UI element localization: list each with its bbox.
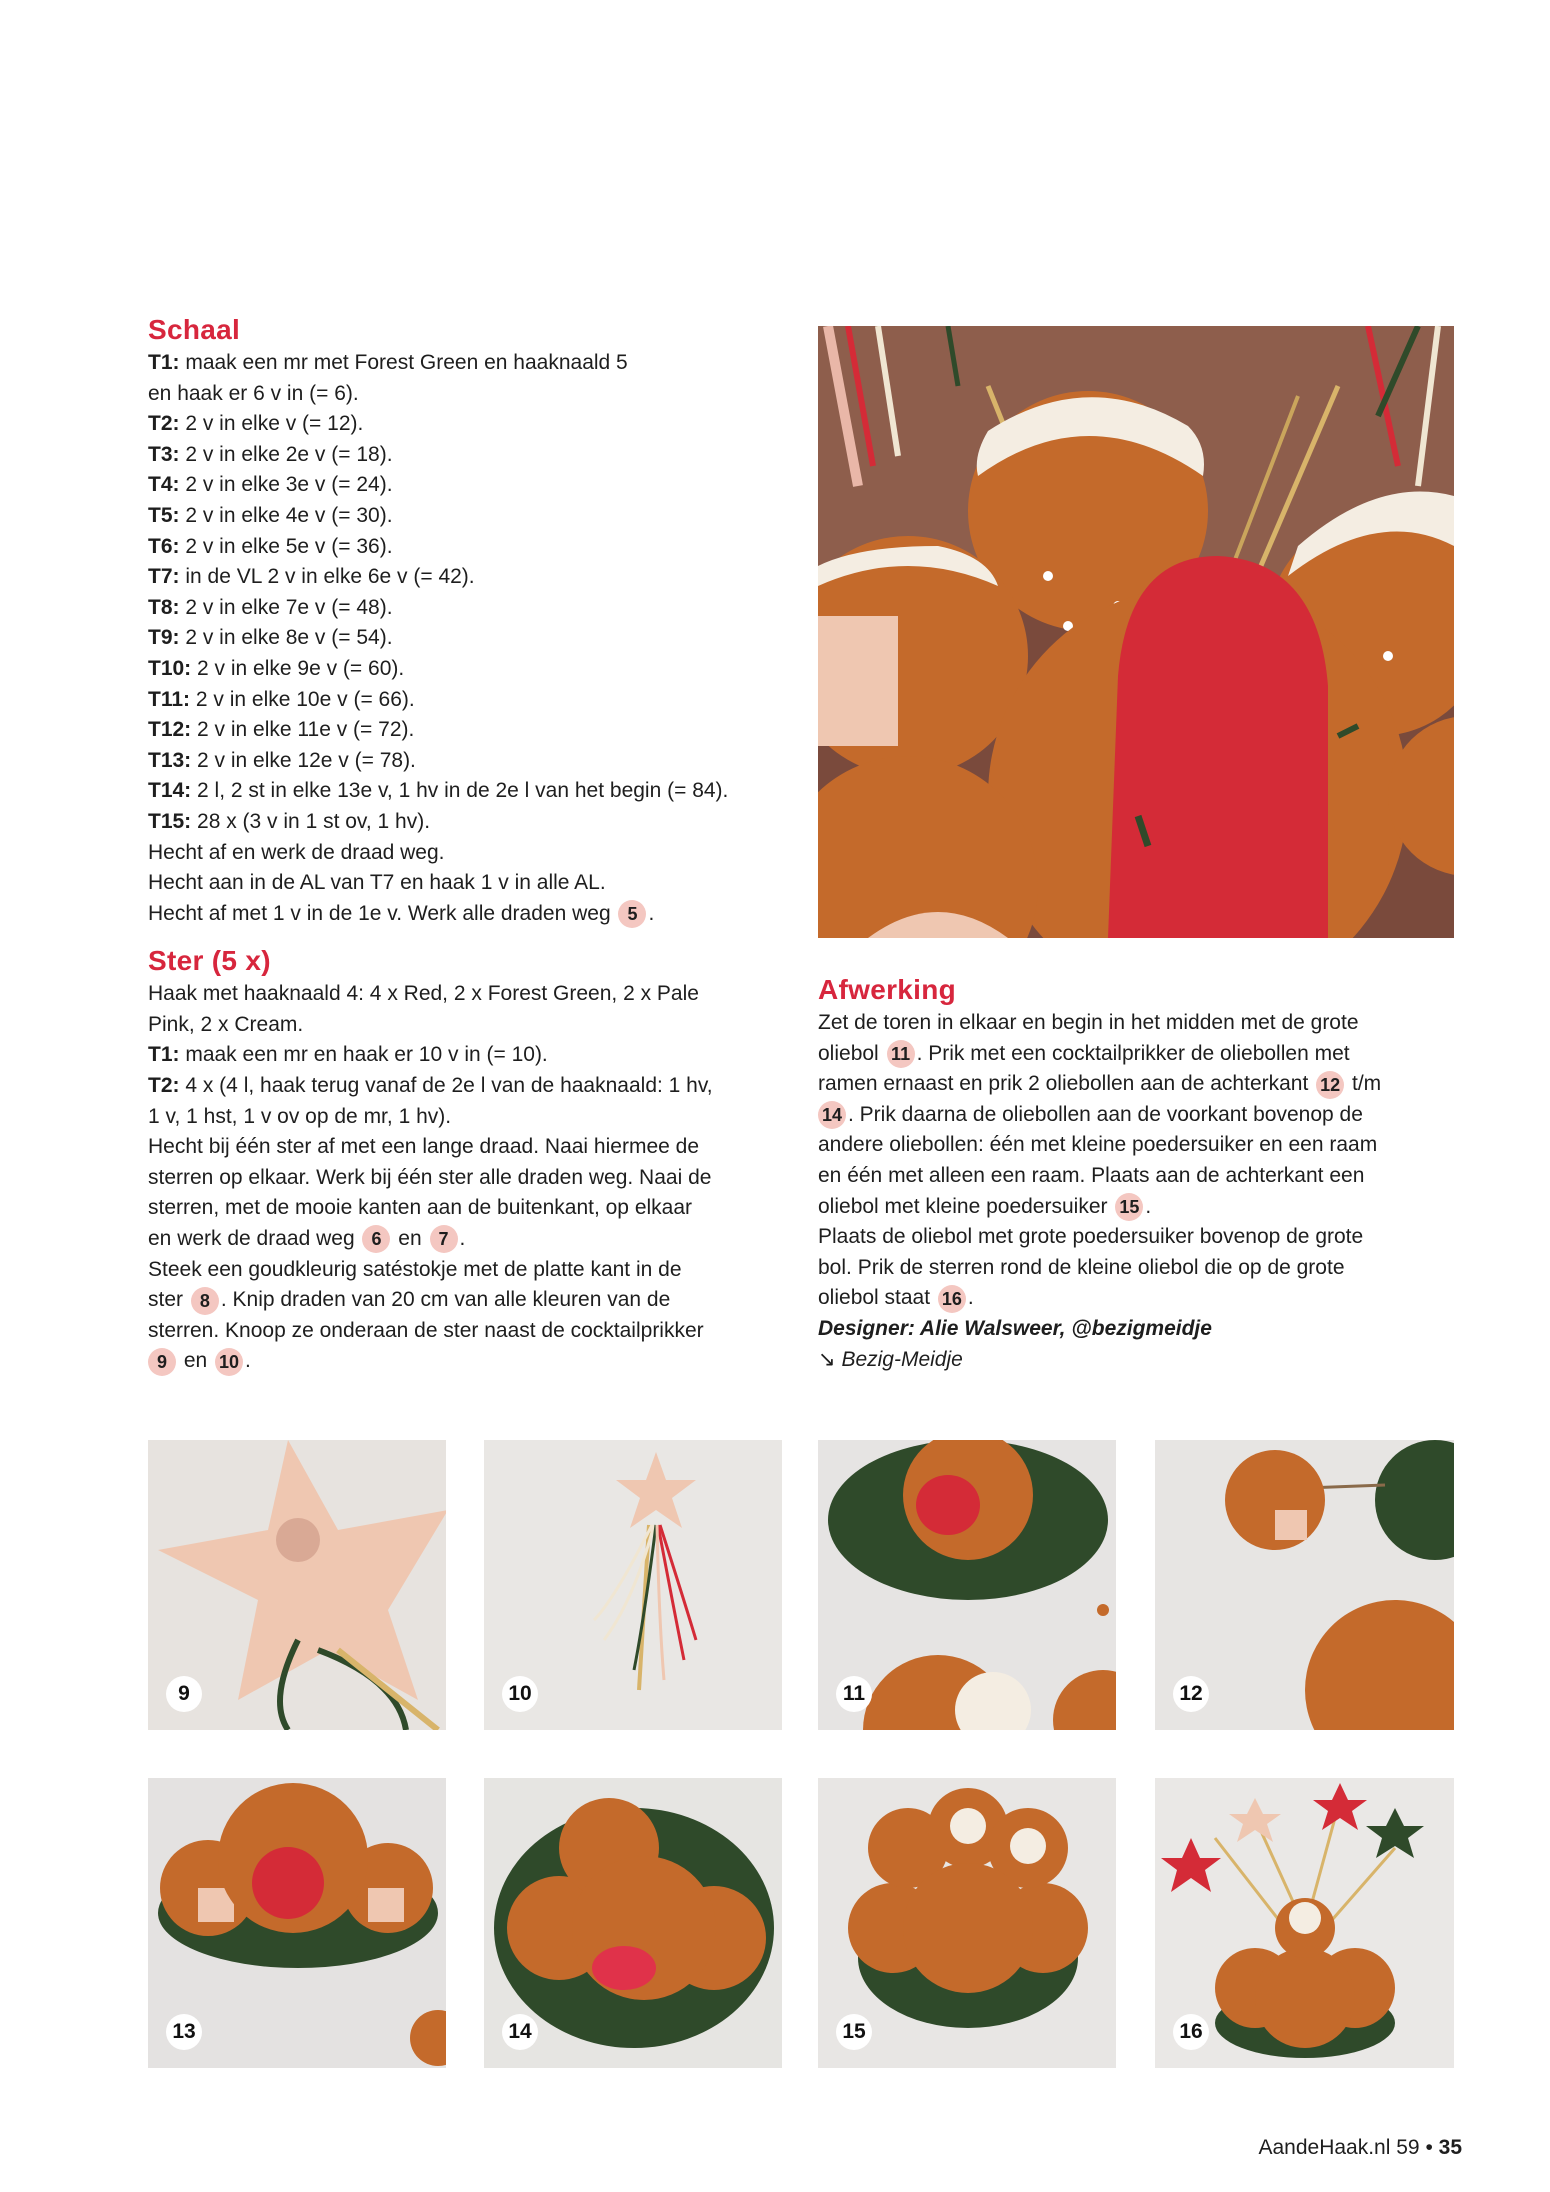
round-text: 2 v in elke 9e v (= 60). [191,656,405,680]
ster-line [148,1285,788,1316]
round-label: T2: [148,412,180,436]
footer-site: AandeHaak.nl 59 [1258,2136,1420,2159]
step-badge-15: 15 [1115,1193,1143,1221]
step-photo-14 [484,1778,782,2068]
round-label: T8: [148,595,180,619]
line-text: . Prik daarna de oliebollen aan de voorkant bovenop de [848,1102,1363,1126]
line-text: . Knip draden van 20 cm van alle kleuren van de [220,1288,671,1312]
schaal-last-line [148,899,788,930]
round-label: T4: [148,473,180,497]
step-photo-13 [148,1778,446,2068]
step-number-label: 10 [502,1676,538,1712]
designer-credit: Designer: Alie Walsweer, @bezigmeidje [818,1316,1212,1340]
ster-heading: Ster (5 x) [148,945,271,977]
round-text: 2 v in elke 10e v (= 66). [190,687,415,711]
step-badge-6: 6 [362,1225,390,1253]
line-text: en [392,1227,428,1251]
schaal-line [148,532,788,563]
line-text: . Prik met een cocktailprikker de oliebollen met [916,1041,1350,1065]
line-text: en [178,1349,214,1373]
afwerking-line [818,1192,1458,1223]
ster-line: Haak met haaknaald 4: 4 x Red, 2 x Forest Green, 2 x Pale [148,982,699,1006]
page-footer [1258,2134,1462,2162]
round-label: T10: [148,656,192,680]
round-label: T9: [148,626,180,650]
schaal-line [148,623,788,654]
ster-line [148,1040,788,1071]
ster-line: sterren op elkaar. Werk bij één ster alle draden weg. Naai de [148,1165,712,1189]
step-badge-14: 14 [818,1101,846,1129]
left-column [148,312,788,1377]
round-label: T1: [148,351,180,374]
ster-line [148,1346,788,1377]
line-text: . [245,1349,251,1373]
round-text: 2 v in elke 8e v (= 54). [179,626,393,650]
ster-line: Steek een goudkleurig satéstokje met de platte kant in de [148,1257,682,1281]
schaal-last-end: . [648,901,655,925]
round-text: 2 l, 2 st in elke 13e v, 1 hv in de 2e l van het begin (= 84). [191,779,729,803]
round-label: T1: [148,1043,180,1067]
schaal-line [148,838,788,869]
step-photo-16 [1155,1778,1454,2068]
round-text: maak een mr met Forest Green en haaknaald 5 [179,351,628,374]
step-photo-10 [484,1440,782,1730]
round-label: T2: [148,1074,180,1098]
round-text: 2 v in elke 4e v (= 30). [179,503,393,527]
ster-line: 1 v, 1 hst, 1 v ov op de mr, 1 hv). [148,1104,452,1128]
step-badge-11: 11 [887,1040,915,1068]
round-text: 2 v in elke 3e v (= 24). [179,473,393,497]
round-text: 2 v in elke 5e v (= 36). [179,534,393,558]
round-label: T7: [148,565,180,589]
line-text: ramen ernaast en prik 2 oliebollen aan de achterkant [818,1072,1315,1096]
page-number: 35 [1438,2136,1462,2159]
schaal-line [148,348,788,379]
round-text: 4 x (4 l, haak terug vanaf de 2e l van de haaknaald: 1 hv, [179,1074,713,1098]
right-column [818,972,1458,1375]
hook-icon: ↘ [818,1347,842,1371]
step-badge-12: 12 [1316,1071,1344,1099]
step-number-label: 16 [1173,2014,1209,2050]
schaal-line [148,868,788,899]
schaal-heading: Schaal [148,314,241,345]
brand-line [818,1345,1458,1376]
step-photo-12 [1155,1440,1454,1730]
step-number-label: 12 [1173,1676,1209,1712]
afwerking-line: andere oliebollen: één met kleine poedersuiker en een raam [818,1133,1378,1157]
step-number-label: 9 [166,1676,202,1712]
afwerking-line: bol. Prik de sterren rond de kleine oliebol die op de grote [818,1255,1345,1279]
schaal-line [148,379,788,410]
step-badge-7: 7 [430,1225,458,1253]
schaal-line [148,501,788,532]
line-text: ster [148,1288,189,1312]
ster-line: sterren. Knoop ze onderaan de ster naast de cocktailprikker [148,1318,704,1342]
line-text: en werk de draad weg [148,1227,361,1251]
line-text: oliebol met kleine poedersuiker [818,1194,1114,1218]
round-label: T3: [148,442,180,466]
step-photo-15 [818,1778,1116,2068]
schaal-line [148,685,788,716]
schaal-line [148,409,788,440]
schaal-instructions [148,348,788,899]
step-number-label: 11 [836,1676,872,1712]
round-text: Hecht af en werk de draad weg. [148,840,445,864]
step-number-label: 13 [166,2014,202,2050]
afwerking-line: Zet de toren in elkaar en begin in het midden met de grote [818,1011,1359,1034]
schaal-line [148,746,788,777]
hero-photo [818,326,1454,938]
ster-line: Pink, 2 x Cream. [148,1012,304,1036]
step-badge-8: 8 [191,1287,219,1315]
step-number-label: 15 [836,2014,872,2050]
step-badge-9: 9 [148,1348,176,1376]
round-label: T6: [148,534,180,558]
line-text: t/m [1346,1072,1382,1096]
round-text: 2 v in elke 11e v (= 72). [191,718,415,742]
round-label: T13: [148,748,192,772]
ster-line [148,1071,788,1102]
step-badge-10: 10 [215,1348,243,1376]
round-label: T15: [148,809,192,833]
line-text: . [459,1227,466,1251]
line-text: oliebol staat [818,1286,936,1310]
round-label: T5: [148,503,180,527]
afwerking-line [818,1069,1458,1100]
round-label: T11: [148,687,191,711]
afwerking-heading: Afwerking [818,974,957,1005]
footer-bullet: • [1425,2136,1433,2159]
afwerking-line [818,1283,1458,1314]
step-number-label: 14 [502,2014,538,2050]
step-badge-5: 5 [618,900,646,928]
round-text: in de VL 2 v in elke 6e v (= 42). [179,565,475,589]
line-text: . [1145,1194,1152,1218]
afwerking-line [818,1100,1458,1131]
ster-line [148,1224,788,1255]
schaal-line [148,440,788,471]
schaal-line [148,562,788,593]
round-text: 2 v in elke 12e v (= 78). [191,748,416,772]
step-badge-16: 16 [938,1285,966,1313]
afwerking-line: en één met alleen een raam. Plaats aan de achterkant een [818,1163,1365,1187]
ster-line: sterren, met de mooie kanten aan de buitenkant, op elkaar [148,1196,693,1220]
afwerking-line [818,1039,1458,1070]
round-text: 2 v in elke v (= 12). [179,412,364,436]
round-text: en haak er 6 v in (= 6). [148,381,359,405]
round-text: 28 x (3 v in 1 st ov, 1 hv). [191,809,431,833]
round-text: Hecht aan in de AL van T7 en haak 1 v in alle AL. [148,871,606,895]
schaal-line [148,715,788,746]
round-text: 2 v in elke 2e v (= 18). [179,442,393,466]
round-label: T12: [148,718,192,742]
schaal-line [148,654,788,685]
step-photo-11 [818,1440,1116,1730]
brand-name: Bezig-Meidje [841,1347,963,1371]
schaal-line [148,593,788,624]
step-photo-9 [148,1440,446,1730]
afwerking-line: Plaats de oliebol met grote poedersuiker bovenop de grote [818,1225,1364,1249]
round-text: 2 v in elke 7e v (= 48). [179,595,393,619]
schaal-line [148,807,788,838]
ster-line: Hecht bij één ster af met een lange draad. Naai hiermee de [148,1135,699,1159]
line-text: . [967,1286,974,1310]
round-text: maak een mr en haak er 10 v in (= 10). [179,1043,548,1067]
schaal-last-text: Hecht af met 1 v in de 1e v. Werk alle draden weg [148,901,617,925]
schaal-line [148,776,788,807]
line-text: oliebol [818,1041,885,1065]
round-label: T14: [148,779,192,803]
schaal-line [148,470,788,501]
